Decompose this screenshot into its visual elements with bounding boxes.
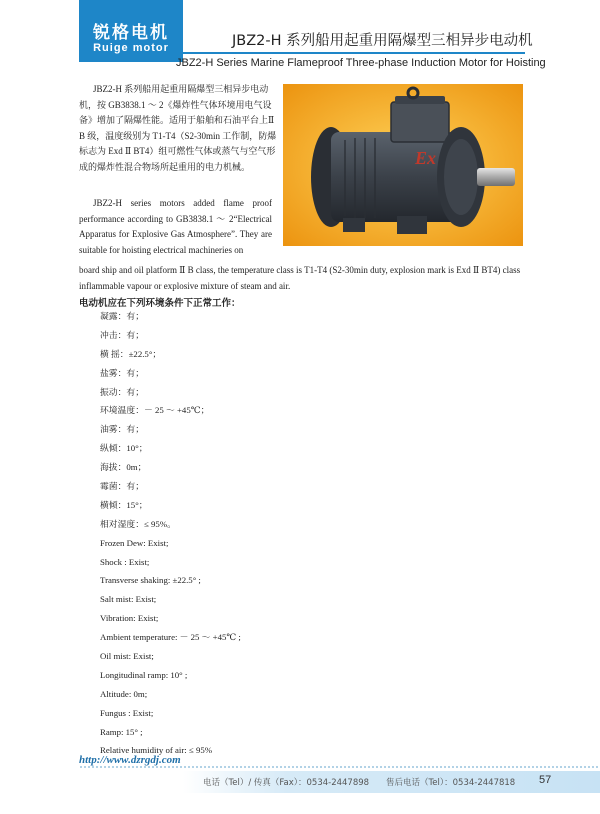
header-divider: [183, 52, 525, 54]
svg-text:Ex: Ex: [415, 148, 437, 168]
logo-english-text: Ruige motor: [93, 42, 169, 54]
page-title-english: JBZ2-H Series Marine Flameproof Three-phase Induction Motor for Hoisting: [176, 57, 546, 69]
condition-item: 盐雾：有；: [100, 367, 144, 378]
page-title-chinese: JBZ2-H 系列船用起重用隔爆型三相异步电动机: [232, 33, 533, 49]
contact-info: 电话（Tel）/ 传真（Fax）：0534-2447898 售后电话（Tel）：0534-2447818: [203, 778, 516, 788]
condition-item: 海拔：0m；: [100, 462, 147, 473]
condition-item: Vibration: Exist;: [100, 613, 159, 624]
footer-dotted-rule: [79, 766, 599, 768]
condition-item: Fungus : Exist;: [100, 707, 154, 718]
conditions-heading: 电动机应在下列环境条件下正常工作：: [79, 298, 241, 309]
condition-item: 凝露：有；: [100, 311, 144, 321]
condition-item: Altitude: 0m;: [100, 688, 148, 699]
condition-item: Frozen Dew: Exist;: [100, 537, 169, 548]
condition-item: 环境温度：－ 25 ～ +45℃；: [100, 405, 210, 416]
condition-item: 横 摇：±22.5°；: [100, 348, 162, 359]
conditions-list: [100, 307, 241, 760]
condition-item: 冲击：有；: [100, 329, 144, 340]
condition-item: Salt mist: Exist;: [100, 594, 157, 605]
page-number: 57: [539, 774, 552, 786]
condition-item: Transverse shaking: ±22.5° ;: [100, 575, 201, 586]
condition-item: Ambient temperature: － 25 ～ +45℃ ;: [100, 632, 241, 643]
condition-item: Longitudinal ramp: 10° ;: [100, 669, 188, 680]
motor-product-photo: [283, 84, 523, 246]
condition-item: Ramp: 15° ;: [100, 726, 143, 737]
condition-item: 振动：有；: [100, 386, 144, 397]
condition-item: 油雾：有；: [100, 424, 144, 435]
condition-item: 霉菌：有；: [100, 481, 144, 492]
condition-item: Shock : Exist;: [100, 556, 150, 567]
condition-item: 横倾：15°；: [100, 499, 148, 510]
condition-item: 相对湿度：≤ 95%。: [100, 518, 176, 529]
intro-paragraph-english-continued: board ship and oil platform Ⅱ B class, the temperature class is T1-T4 (S2-30min duty, explosion mark is Exd Ⅱ BT4) class inflammable vapour or explosive mixture of steam and air.: [79, 265, 521, 291]
condition-item: Relative humidity of air: ≤ 95%: [100, 745, 213, 756]
motor-illustration: [283, 84, 523, 246]
website-url: http://www.dzrgdj.com: [79, 754, 181, 766]
logo-chinese-text: 锐格电机: [93, 23, 169, 43]
intro-paragraph-english: JBZ2-H series motors added flame proof performance according to GB3838.1 ～ 2“Electrical Apparatus for Explosive Gas Atmosphere”. They are suitable for hoisting electrical machineries on: [79, 198, 272, 255]
intro-paragraph-chinese: JBZ2-H 系列船用起重用隔爆型三相异步电动机，按 GB3838.1 ～ 2《爆炸性气体环境用电气设备》增加了隔爆性能。适用于船舶和石油平台上Ⅱ B 级，温度级别为 T1-T4（S2-30min 工作制，防爆标志为 Exd Ⅱ BT4）组可燃性气体或蒸气与空气形成的爆炸性混合物场所起重用的电力机械。: [79, 84, 277, 172]
condition-item: 纵倾：10°；: [100, 443, 148, 454]
condition-item: Oil mist: Exist;: [100, 651, 154, 662]
brand-logo: [79, 0, 183, 62]
